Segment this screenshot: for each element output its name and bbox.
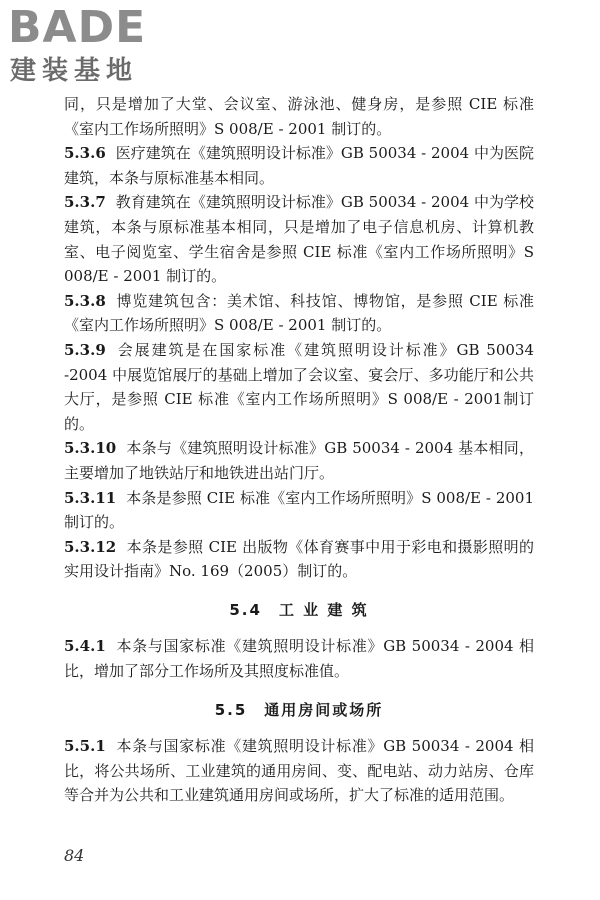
- paragraph-text: 同，只是增加了大堂、会议室、游泳池、健身房，是参照 CIE 标准《室内工作场所照明》S 008/E - 2001 制订的。: [64, 95, 534, 138]
- clause-number: 5.3.8: [64, 291, 106, 310]
- clause-number: 5.3.9: [64, 340, 106, 359]
- logo-subtitle: 建装基地: [10, 56, 139, 86]
- clause-number: 5.3.10: [64, 439, 117, 458]
- paragraph-5-3-9: [64, 338, 534, 436]
- bade-logo: [8, 4, 188, 90]
- clause-number: 5.3.6: [64, 144, 106, 163]
- paragraph-5-3-6: [64, 141, 534, 190]
- clause-number: 5.3.11: [64, 488, 117, 507]
- paragraph-text: 本条与《建筑照明设计标准》GB 50034 - 2004 基本相同，主要增加了地铁站厅和地铁进出站门厅。: [64, 439, 534, 482]
- section-heading-5-5: 5.5 通用房间或场所: [214, 700, 384, 719]
- paragraph-5-3-11: [64, 486, 534, 535]
- paragraph-text: 医疗建筑在《建筑照明设计标准》GB 50034 - 2004 中为医院建筑，本条与原标准基本相同。: [64, 144, 534, 187]
- paragraph-text: 会展建筑是在国家标准《建筑照明设计标准》GB 50034 -2004 中展览馆展厅的基础上增加了会议室、宴会厅、多功能厅和公共大厅，是参照 CIE 标准《室内工作场所照明》S 008/E - 2001制订的。: [64, 340, 534, 433]
- paragraph-5-4-1: [64, 634, 534, 683]
- paragraph-text: 本条是参照 CIE 标准《室内工作场所照明》S 008/E - 2001 制订的。: [64, 488, 534, 532]
- paragraph-5-3-7: [64, 190, 534, 288]
- paragraph-text: 本条与国家标准《建筑照明设计标准》GB 50034 - 2004 相比，将公共场所、工业建筑的通用房间、变、配电站、动力站房、仓库等合并为公共和工业建筑通用房间或场所，扩大了标准的适用范围。: [64, 737, 534, 805]
- paragraph-5-5-1: [64, 734, 534, 808]
- logo-wordmark: BADE: [8, 2, 147, 53]
- paragraph-5-3-12: [64, 535, 534, 584]
- clause-number: 5.3.12: [64, 537, 117, 556]
- clause-number: 5.4.1: [64, 637, 106, 656]
- paragraph-text: 博览建筑包含：美术馆、科技馆、博物馆，是参照 CIE 标准《室内工作场所照明》S 008/E - 2001 制订的。: [64, 291, 534, 335]
- clause-number: 5.5.1: [64, 737, 106, 756]
- page-number: 84: [64, 846, 85, 865]
- paragraph-5-3-10: [64, 436, 534, 485]
- paragraph-text: 本条与国家标准《建筑照明设计标准》GB 50034 - 2004 相比，增加了部分工作场所及其照度标准值。: [64, 637, 534, 681]
- paragraph-5-3-8: [64, 289, 534, 338]
- section-heading-5-4: 5.4 工 业 建 筑: [229, 600, 369, 619]
- paragraph-text: 教育建筑在《建筑照明设计标准》GB 50034 - 2004 中为学校建筑，本条与原标准基本相同，只是增加了电子信息机房、计算机教室、电子阅览室、学生宿舍是参照 CIE 标准《室内工作场所照明》S 008/E - 2001 制订的。: [64, 193, 534, 286]
- clause-number: 5.3.7: [64, 193, 106, 212]
- paragraph-text: 本条是参照 CIE 出版物《体育赛事中用于彩电和摄影照明的实用设计指南》No. 169（2005）制订的。: [64, 537, 534, 581]
- page-body: [64, 92, 534, 808]
- paragraph-continued: [64, 92, 534, 141]
